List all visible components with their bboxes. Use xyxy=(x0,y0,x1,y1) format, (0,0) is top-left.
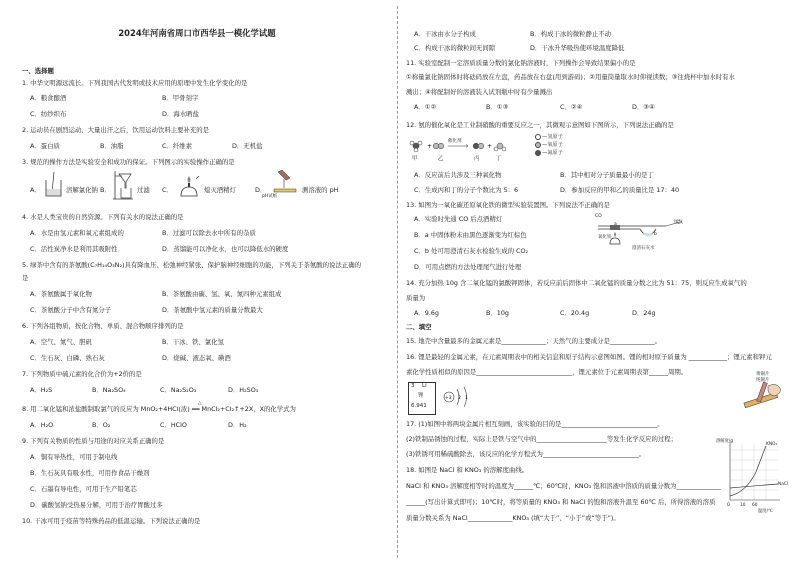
option-b: B．O₂ xyxy=(92,421,111,429)
option-b: B．干冰、铁、氯化氢 xyxy=(162,338,224,346)
atomic-mass: 6.941 xyxy=(411,403,427,409)
option-d: D．无机盐 xyxy=(232,142,263,150)
question-11-stmt: ①称量氯化钠固体时将砝码放在左盘，药品放在右盘(用到游码)；②用量筒量取水时仰视读数；③往烧杯中加水时有水 xyxy=(406,73,735,81)
question-13: 13. 如图为一氧化碳还原氧化铁的微型实验装置图。下列说法不正确的是 xyxy=(406,201,610,209)
option-b: B．生石灰具有吸水性，可用作食品干燥剂 xyxy=(30,469,150,477)
option-d: D．24g xyxy=(632,309,656,317)
section-heading: 一、选择题 xyxy=(22,67,54,75)
copper-label: 纯铜片 xyxy=(756,378,770,383)
option-a: A．干冰由水分子构成 xyxy=(414,30,476,38)
left-column xyxy=(0,0,394,562)
column-divider xyxy=(397,6,398,558)
periodic-cell-lithium xyxy=(408,382,436,415)
option-c: C．活性炭净水是利用其吸附性 xyxy=(30,245,118,253)
molecule-h2o xyxy=(494,143,506,151)
question-18-stmt: NaCl 和 KNO₃ 溶解度相等时的温度为______℃；60℃时，KNO₃ 饱和溶液中溶质的质量分数为______________ xyxy=(406,482,722,490)
question-16: 16. 锂是最轻的金属元素，在元素周期表中的相关信息和原子结构示意图如图。锂的相对原子质量为 ____________；锂元素和钾元 xyxy=(406,353,772,361)
molecule-o2 xyxy=(433,143,444,149)
question-3: 3. 规范的操作方法是实验安全和成功的保证。下列图示的实验操作正确的是 xyxy=(22,158,235,166)
section-heading: 二、填空 xyxy=(406,323,432,331)
option-b: B．构成干冰的微粒静止不动 xyxy=(530,30,612,38)
svg-text:2: 2 xyxy=(458,396,461,401)
molecule-nh3 xyxy=(410,141,422,152)
question-6: 6. 下列各组物质，按化合物、单质、混合物顺序排列的是 xyxy=(22,322,184,330)
question-2: 2. 运动员在剧烈运动、大量出汗之后，饮用运动饮料主要补充的是 xyxy=(22,126,210,134)
alcohol-lamp-icon xyxy=(178,174,200,198)
option-d: D．海水晒盐 xyxy=(162,110,199,118)
legend-hydrogen: —氢原子 xyxy=(534,133,563,142)
x-tick-60: 60 xyxy=(752,503,758,508)
right-column xyxy=(400,0,794,562)
question-7: 7. 下列物质中硫元素的化合价为+2价的是 xyxy=(22,370,142,378)
option-d: D．茶氨酸中氢元素的质量分数最大 xyxy=(162,306,263,314)
question-5-cont: 是 xyxy=(22,274,29,282)
option-a: A．9.6g xyxy=(414,309,439,317)
question-17-3: (3)铁锈可用稀硫酸除去，该反应的化学方程式为______________________________。 xyxy=(406,450,646,458)
option-a: A． xyxy=(30,186,41,194)
x-tick-10: 10 xyxy=(740,503,746,508)
label-bing: 丙 xyxy=(474,156,480,162)
atomic-number: 3 xyxy=(411,383,415,389)
option-c: C．20.4g xyxy=(560,309,590,317)
element-name: 锂 xyxy=(418,393,424,399)
catalyst-label: 催化剂 xyxy=(448,139,462,144)
label-yi: 乙 xyxy=(438,156,444,162)
lithium-atom-structure-icon xyxy=(440,384,474,410)
question-5: 5. 绿茶中含有的茶氨酸(C₇H₁₄O₃N₂)具有降血压、松弛神经紧张、保护脑神经细胞的功能，下列关于茶氨酸的说法正确的 xyxy=(22,261,361,269)
option-c: C．生石灰、白磷、熟石灰 xyxy=(30,354,105,362)
option-d: D．碳酸氢钠受热易分解，可用于治疗胃酸过多 xyxy=(30,501,163,509)
option-a: A．H₂O xyxy=(30,421,54,429)
option-b: B．①③ xyxy=(486,103,509,111)
option-c: C．纤维素 xyxy=(162,142,193,150)
option-a: A．茶氨酸属于氧化物 xyxy=(30,290,92,298)
option-d: D． xyxy=(255,186,267,194)
option-a: A．①② xyxy=(414,103,437,111)
legend-nitrogen: —氮原子 xyxy=(534,149,563,158)
kno3-label: KNO₃ xyxy=(766,442,778,447)
question-12: 12. 氨的催化氧化是工业制硝酸的重要反应之一，其微观示意图如下图所示，下列说法正确的是 xyxy=(406,121,674,129)
option-d: D．干冰升华吸热使环境温度降低 xyxy=(530,44,625,52)
x-origin: 0 xyxy=(727,503,730,508)
question-9: 9. 下列有关物质的性质与用途的对应关系正确的是 xyxy=(22,437,165,445)
element-symbol: Li xyxy=(422,383,427,389)
option-c: C．HClO xyxy=(160,421,187,429)
option-c: C．②④ xyxy=(560,103,583,111)
option-a: A．粮食酿酒 xyxy=(30,94,67,102)
ferric-oxide-label: 氧化铁 xyxy=(598,235,612,240)
question-14: 14. 充分加热 10g 含二氧化锰的氯酸钾固体，若反应前后固体中二氧化锰的质量分数之比为 51：75，则反应生成氧气的 xyxy=(406,279,747,287)
question-18-stmt: 质量分数关系为 NaCl______________KNO₃ (填“大于”、“小于”或“等于”)。 xyxy=(406,514,620,522)
option-d: D．H₂ xyxy=(228,421,247,429)
page-title: 2024年河南省周口市西华县一模化学试题 xyxy=(118,28,276,38)
option-b: B．其中相对分子质量最小的是丁 xyxy=(560,171,654,179)
question-8: 8. 用二氧化锰和浓盐酸制取氯气的反应为 MnO₂+4HCl(浓) ══ MnCl₂+Cl₂↑+2X，X的化学式为 xyxy=(22,405,296,413)
option-a-label: 溶解氯化钠 xyxy=(66,186,98,194)
option-a: A．H₂S xyxy=(30,386,53,394)
option-a: A．空气、氮气、胆矾 xyxy=(30,338,92,346)
question-18-stmt: ______(写出计算式即可)；10℃时，将等质量的 KNO₃ 和 NaCl 的饱和溶液升温至 60℃ 后，所得溶液的溶质 xyxy=(406,498,716,506)
ph-paper-label: pH试纸 xyxy=(262,194,278,199)
option-c: C．石墨有导电性，可用于生产铅笔芯 xyxy=(30,485,137,493)
option-b: B．10g xyxy=(486,309,509,317)
option-b: B．甲骨刻字 xyxy=(162,94,199,102)
exhaust-label: 尾气 xyxy=(674,220,683,225)
option-d: D．H₂SO₃ xyxy=(228,386,259,394)
y-axis-label: 溶解度/g xyxy=(716,439,734,444)
option-d: D．③④ xyxy=(632,103,655,111)
option-c: C．Na₂S₂O₃ xyxy=(160,386,197,394)
nitrogen-atom-icon xyxy=(535,150,541,156)
option-d: D．可用点燃的方法处理尾气进行处理 xyxy=(414,263,522,271)
option-b-label: 过滤 xyxy=(137,186,150,194)
option-c: C．构成干冰的微粒间无间隙 xyxy=(414,44,496,52)
svg-text:1: 1 xyxy=(465,396,468,401)
option-b: B．油脂 xyxy=(100,142,124,150)
option-b: B． xyxy=(100,186,111,194)
question-17-1: 17. (1)如图中将两块金属片相互刻画，该实验的目的是______________________________。 xyxy=(406,420,664,428)
question-11: 11. 实验室配制一定溶质质量分数的氯化钠溶液时，下列操作会导致结果偏小的是 xyxy=(406,59,636,67)
nacl-label: NaCl xyxy=(778,482,789,487)
question-16-cont: 素化学性质相似的原因是______________________________，锂元素位于元素周期表第______周期。 xyxy=(406,368,688,376)
option-a: A．水是由氢元素和氧元素组成的 xyxy=(30,229,124,237)
dissolving-beaker-icon xyxy=(44,172,64,198)
oxygen-atom-icon xyxy=(535,142,541,148)
option-a: A．反应前后共涉及三种氧化物 xyxy=(414,171,502,179)
legend-oxygen: —氧原子 xyxy=(534,141,563,150)
option-d-label: 测溶液的 pH xyxy=(302,186,339,194)
question-1: 1. 中华文明源远流长。下列我国古代发明或技术应用的原理中发生化学变化的是 xyxy=(22,79,248,87)
filtration-funnel-icon xyxy=(112,170,136,200)
option-d: D．蒸馏能可以净化水，也可以降低水的硬度 xyxy=(162,245,289,253)
question-15: 15. 地壳中含量最多的金属元素是______________；天然气的主要成分是______________。 xyxy=(406,337,662,345)
option-a: A．蛋白质 xyxy=(30,142,60,150)
option-a: A．铜有导热性，可用于制电线 xyxy=(30,453,118,461)
co-label: CO xyxy=(595,214,602,219)
option-c: C．b 处可用澄清石灰水检验生成的 CO₂ xyxy=(414,247,529,255)
option-b: B．茶氨酸由碳、氢、氧、氮四种元素组成 xyxy=(162,290,282,298)
svg-text:+: + xyxy=(427,143,433,150)
hydrogen-atom-icon xyxy=(535,134,541,140)
option-c: C．茶氨酸分子中含有氮分子 xyxy=(30,306,112,314)
a-label: a xyxy=(614,222,617,227)
question-17-2: (2)铁制品锈蚀的过程，实际上是铁与空气中的______________________等发生化学反应的过程； xyxy=(406,435,678,443)
question-10: 10. 干冰可用于疫苗等特殊药品的低温运输。下列说法正确的是 xyxy=(22,517,201,525)
brass-label: 黄铜片 xyxy=(756,372,770,377)
svg-text:+3: +3 xyxy=(445,396,452,401)
option-a: A．实验时先通 CO 后点酒精灯 xyxy=(414,215,503,223)
svg-text:+: + xyxy=(487,143,493,150)
option-c: C．生成丙和丁的分子个数比为 5：6 xyxy=(414,186,519,194)
question-18: 18. 如图是 NaCl 和 KNO₃ 的溶解度曲线。 xyxy=(406,466,529,474)
b-label: b xyxy=(654,232,657,237)
option-b: B．过滤可以除去水中所有的杂质 xyxy=(162,229,256,237)
option-c: C．纺纱织布 xyxy=(30,110,67,118)
option-c-label: 熄灭酒精灯 xyxy=(204,186,236,194)
x-axis-label: 温度/℃ xyxy=(758,509,773,514)
option-b: B．Na₂SO₄ xyxy=(92,386,126,394)
option-d: D．参加反应的甲和乙的质量比是 17：40 xyxy=(560,186,680,194)
option-b: B．a 中固体粉末由黑色逐渐变为红棕色 xyxy=(414,231,527,239)
molecule-no xyxy=(473,143,484,149)
heat-symbol: △ xyxy=(198,401,202,406)
option-c: C． xyxy=(162,186,173,194)
option-d: D．烧碱、液态氧、碘酒 xyxy=(162,354,231,362)
question-14-cont: 质量为 xyxy=(406,294,426,302)
question-11-stmt: 溅出；④将配制好的溶液装入试剂瓶中时有少量溅出 xyxy=(406,88,553,96)
question-4: 4. 水是人类宝贵的自然资源。下列有关水的说法正确的是 xyxy=(22,213,184,221)
reaction-diagram xyxy=(408,134,520,166)
label-ding: 丁 xyxy=(496,156,502,162)
limewater-label: 澄清石灰水 xyxy=(632,246,655,251)
label-jia: 甲 xyxy=(412,156,418,162)
